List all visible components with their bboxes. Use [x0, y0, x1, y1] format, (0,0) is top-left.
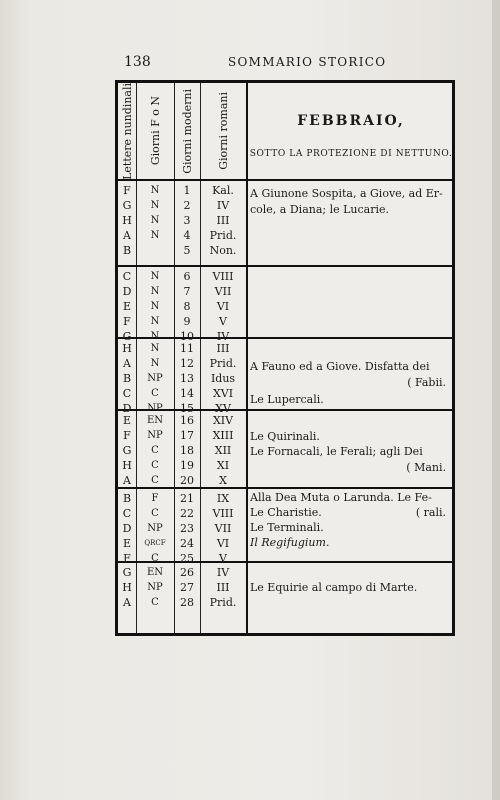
- day-type: EN: [146, 415, 164, 426]
- day-type: C: [151, 460, 159, 471]
- note-line: ( Mani.: [406, 461, 446, 474]
- nundinal-letter: F: [123, 552, 131, 565]
- day-row: [118, 356, 248, 371]
- day-row: [118, 243, 248, 258]
- day-row: [118, 491, 248, 506]
- nundinal-letter: B: [122, 244, 132, 257]
- note-line: A Fauno ed a Giove. Disfatta dei: [250, 360, 430, 373]
- modern-day: 20: [180, 474, 194, 487]
- roman-day: III: [216, 342, 230, 355]
- roman-day: V: [219, 315, 227, 328]
- roman-day: VII: [214, 522, 232, 535]
- note-line: Alla Dea Muta o Larunda. Le Fe-: [250, 491, 432, 504]
- note-line: cole, a Diana; le Lucarie.: [250, 203, 390, 216]
- day-type: NP: [147, 523, 163, 534]
- roman-day: Prid.: [209, 357, 237, 370]
- roman-day: Kal.: [212, 184, 234, 197]
- modern-day: 10: [180, 330, 194, 343]
- day-row: [118, 551, 248, 566]
- day-type: C: [151, 553, 159, 564]
- note-line: Le Fornacali, le Ferali; agli Dei: [250, 445, 423, 458]
- modern-day: 21: [180, 492, 194, 505]
- roman-day: III: [216, 581, 230, 594]
- note-line: Il Regifugium.: [250, 536, 330, 549]
- nundinal-letter: C: [122, 387, 132, 400]
- modern-day: 3: [183, 214, 191, 227]
- modern-day: 26: [180, 566, 194, 579]
- note-line: Le Charistie.: [250, 506, 322, 519]
- nundinal-letter: C: [122, 270, 132, 283]
- nundinal-letter: G: [122, 330, 132, 343]
- day-type: N: [150, 343, 160, 354]
- roman-day: IV: [216, 199, 230, 212]
- nundinal-letter: H: [122, 581, 132, 594]
- roman-day: VII: [214, 285, 232, 298]
- day-row: [118, 521, 248, 536]
- nundinal-letter: B: [122, 492, 132, 505]
- nundinal-letter: D: [122, 522, 132, 535]
- modern-day: 13: [180, 372, 194, 385]
- day-row: [118, 386, 248, 401]
- day-type: N: [150, 286, 160, 297]
- roman-day: Non.: [209, 244, 237, 257]
- day-row: [118, 428, 248, 443]
- day-row: [118, 299, 248, 314]
- calendar-table: [115, 80, 455, 636]
- day-type: N: [150, 200, 160, 211]
- day-row: [118, 458, 248, 473]
- month-title: FEBBRAIO,: [297, 113, 405, 129]
- modern-day: 2: [183, 199, 191, 212]
- roman-day: X: [219, 474, 227, 487]
- modern-day: 28: [180, 596, 194, 609]
- nundinal-letter: G: [122, 444, 132, 457]
- page-number: 138: [124, 54, 151, 70]
- nundinal-letter: C: [122, 507, 132, 520]
- column-header-fn: Giorni F o N: [148, 96, 162, 166]
- modern-day: 8: [183, 300, 191, 313]
- modern-day: 14: [180, 387, 194, 400]
- day-row: [118, 443, 248, 458]
- day-type: C: [151, 508, 159, 519]
- day-row: [118, 314, 248, 329]
- day-row: [118, 284, 248, 299]
- nundinal-letter: A: [123, 596, 131, 609]
- day-row: [118, 413, 248, 428]
- day-row: [118, 183, 248, 198]
- day-type: N: [150, 301, 160, 312]
- day-type: C: [151, 388, 159, 399]
- modern-day: 23: [180, 522, 194, 535]
- roman-day: V: [219, 552, 227, 565]
- day-type: QRCF: [144, 539, 166, 547]
- modern-day: 15: [180, 402, 194, 415]
- day-type: N: [150, 271, 160, 282]
- nundinal-letter: A: [123, 229, 131, 242]
- roman-day: XIII: [212, 429, 234, 442]
- nundinal-letter: A: [123, 357, 131, 370]
- day-type: F: [151, 493, 159, 504]
- day-type: N: [150, 230, 160, 241]
- day-row: [118, 595, 248, 610]
- nundinal-letter: F: [123, 315, 131, 328]
- roman-day: IV: [216, 330, 230, 343]
- modern-day: 18: [180, 444, 194, 457]
- modern-day: 16: [180, 414, 194, 427]
- day-type: NP: [147, 582, 163, 593]
- roman-day: XV: [215, 402, 231, 415]
- nundinal-letter: H: [122, 342, 132, 355]
- nundinal-letter: E: [122, 537, 132, 550]
- modern-day: 27: [180, 581, 194, 594]
- modern-day: 11: [180, 342, 194, 355]
- nundinal-letter: B: [122, 372, 132, 385]
- day-type: NP: [147, 373, 163, 384]
- modern-day: 12: [180, 357, 194, 370]
- note-line: Le Lupercali.: [250, 393, 324, 406]
- month-subtitle: SOTTO LA PROTEZIONE DI NETTUNO.: [249, 149, 453, 159]
- modern-day: 7: [183, 285, 191, 298]
- note-line: Le Quirinali.: [250, 430, 320, 443]
- modern-day: 5: [183, 244, 191, 257]
- roman-day: VI: [216, 537, 230, 550]
- roman-day: XII: [214, 444, 232, 457]
- modern-day: 24: [180, 537, 194, 550]
- day-row: [118, 198, 248, 213]
- day-row: [118, 213, 248, 228]
- nundinal-letter: G: [122, 199, 132, 212]
- day-row: [118, 473, 248, 488]
- day-row: [118, 536, 248, 551]
- day-type: EN: [146, 567, 164, 578]
- day-type: NP: [147, 403, 163, 414]
- roman-day: IV: [216, 566, 230, 579]
- modern-day: 19: [180, 459, 194, 472]
- modern-day: 17: [180, 429, 194, 442]
- note-line: Le Equirie al campo di Marte.: [250, 581, 418, 594]
- modern-day: 9: [183, 315, 191, 328]
- nundinal-letter: H: [122, 214, 132, 227]
- column-header-nundinal: Lettere nundinali: [120, 82, 134, 180]
- running-header: [118, 54, 460, 72]
- day-row: [118, 565, 248, 580]
- roman-day: XVI: [212, 387, 234, 400]
- day-type: C: [151, 475, 159, 486]
- nundinal-letter: F: [123, 184, 131, 197]
- roman-day: Prid.: [209, 229, 237, 242]
- nundinal-letter: E: [122, 414, 132, 427]
- note-line: A Giunone Sospita, a Giove, ad Er-: [250, 187, 443, 200]
- day-row: [118, 506, 248, 521]
- page-edge: [492, 0, 500, 800]
- row-rule: [118, 265, 452, 267]
- nundinal-letter: D: [122, 285, 132, 298]
- day-type: NP: [147, 430, 163, 441]
- roman-day: VIII: [212, 270, 234, 283]
- column-header-modern: Giorni moderni: [180, 88, 194, 174]
- day-type: C: [151, 445, 159, 456]
- modern-day: 25: [180, 552, 194, 565]
- day-type: N: [150, 331, 160, 342]
- nundinal-letter: G: [122, 566, 132, 579]
- running-title: SOMMARIO STORICO: [228, 55, 387, 69]
- column-header-roman: Giorni romani: [216, 92, 230, 170]
- day-row: [118, 269, 248, 284]
- day-type: C: [151, 597, 159, 608]
- roman-day: Idus: [210, 372, 236, 385]
- roman-day: XIV: [212, 414, 234, 427]
- day-type: N: [150, 358, 160, 369]
- modern-day: 1: [183, 184, 191, 197]
- day-row: [118, 580, 248, 595]
- day-row: [118, 228, 248, 243]
- nundinal-letter: A: [123, 474, 131, 487]
- note-line: ( Fabii.: [407, 376, 446, 389]
- day-type: N: [150, 215, 160, 226]
- roman-day: Prid.: [209, 596, 237, 609]
- roman-day: VI: [216, 300, 230, 313]
- day-row: [118, 341, 248, 356]
- roman-day: XI: [216, 459, 230, 472]
- roman-day: III: [216, 214, 230, 227]
- show-through-text: [118, 640, 454, 716]
- modern-day: 22: [180, 507, 194, 520]
- modern-day: 6: [183, 270, 191, 283]
- nundinal-letter: E: [122, 300, 132, 313]
- day-type: N: [150, 316, 160, 327]
- day-type: N: [150, 185, 160, 196]
- day-row: [118, 371, 248, 386]
- roman-day: IX: [216, 492, 230, 505]
- note-line: ( rali.: [415, 506, 446, 519]
- nundinal-letter: D: [122, 402, 132, 415]
- note-line: Le Terminali.: [250, 521, 324, 534]
- roman-day: VIII: [212, 507, 234, 520]
- nundinal-letter: H: [122, 459, 132, 472]
- row-rule: [118, 179, 452, 181]
- modern-day: 4: [183, 229, 191, 242]
- nundinal-letter: F: [123, 429, 131, 442]
